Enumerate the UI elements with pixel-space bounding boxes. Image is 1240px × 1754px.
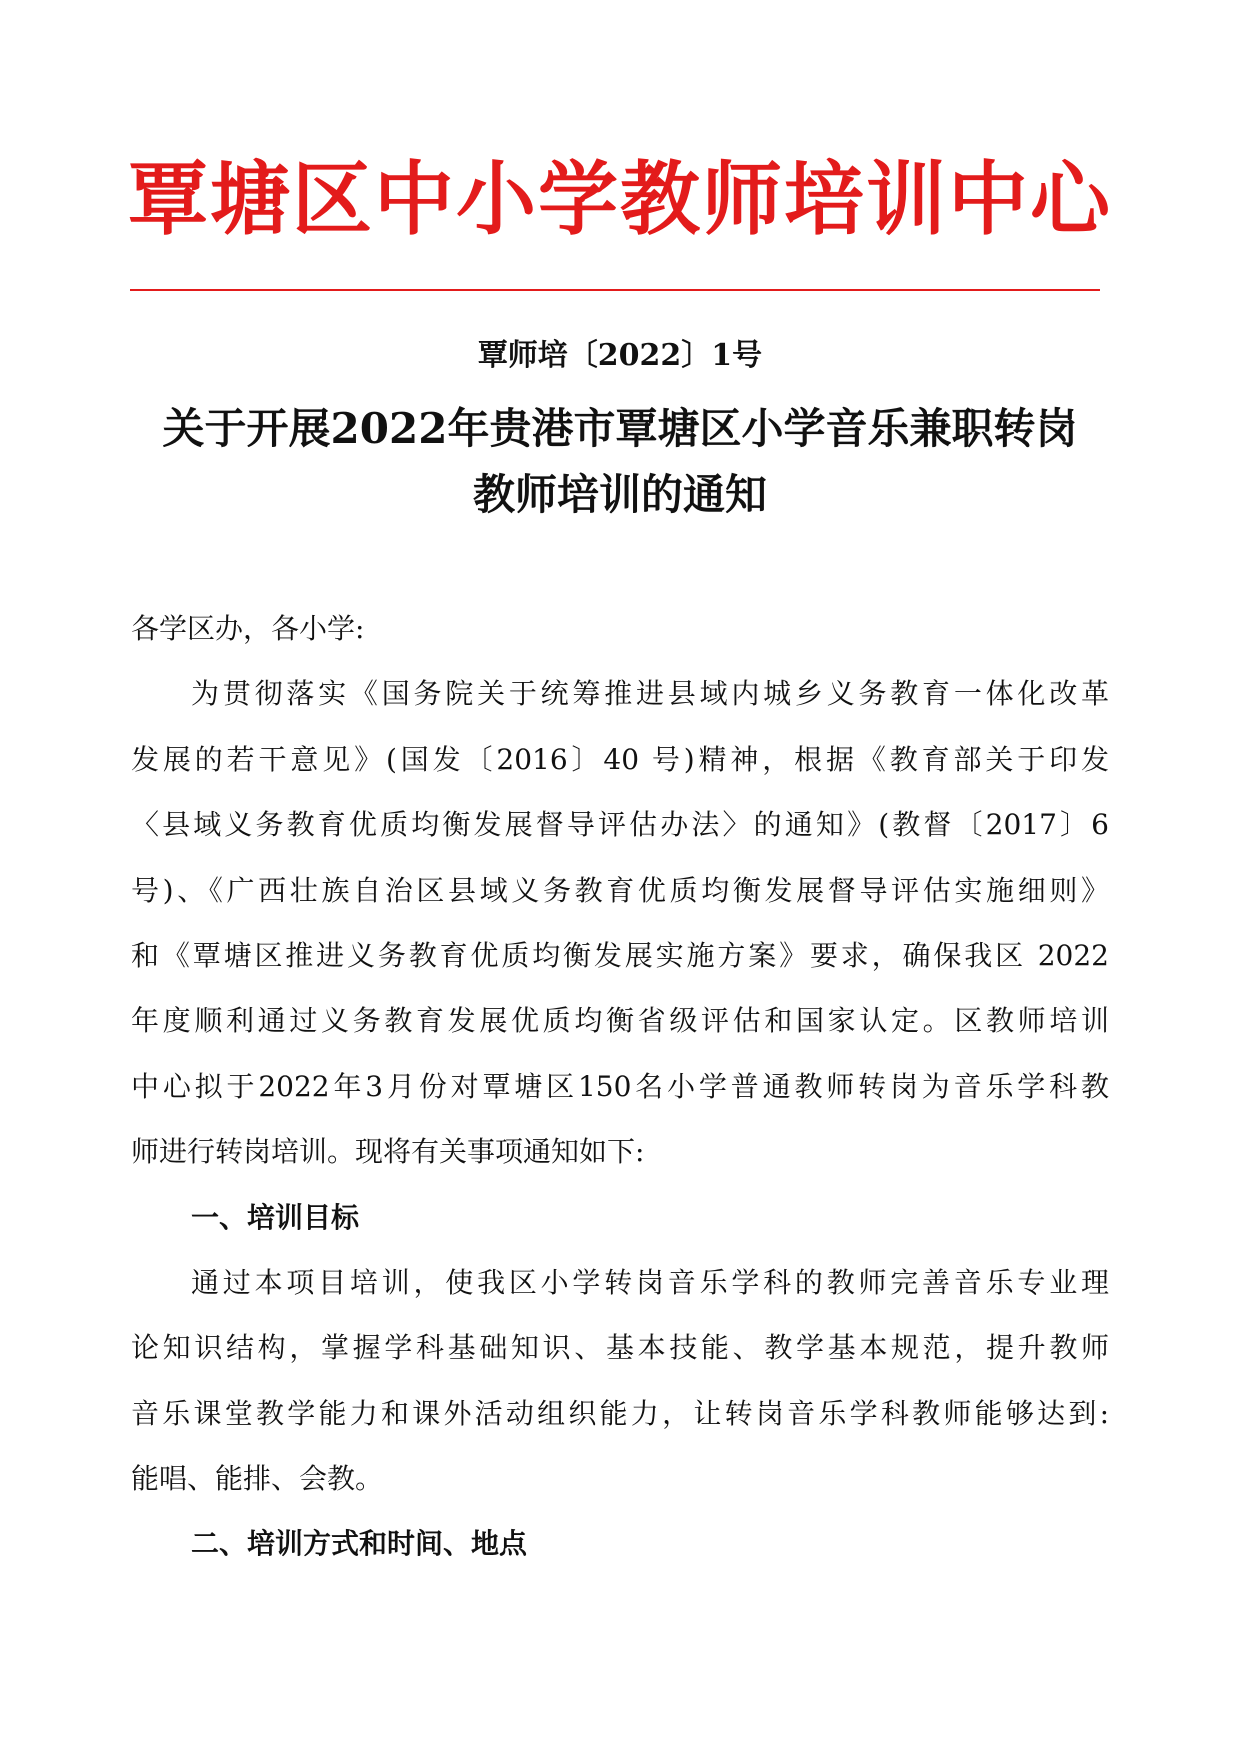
letterhead-red-rule [130,289,1100,291]
paragraph-line: 发展的若干意见》(国发〔2016〕40 号)精神，根据《教育部关于印发 [131,742,1109,776]
paragraph-line: 号)、《广西壮族自治区县域义务教育优质均衡发展督导评估实施细则》 [131,873,1109,907]
document-body [131,596,1109,1577]
document-number: 覃师培〔2022〕1号 [477,338,763,373]
paragraph-line: 能唱、能排、会教。 [131,1462,384,1496]
paragraph-line: 通过本项目培训，使我区小学转岗音乐学科的教师完善音乐专业理 [191,1265,1109,1299]
paragraph-line: 音乐课堂教学能力和课外活动组织能力，让转岗音乐学科教师能够达到: [131,1396,1109,1430]
paragraph-line: 为贯彻落实《国务院关于统筹推进县域内城乡义务教育一体化改革 [191,677,1109,711]
section-heading-goals: 一、培训目标 [191,1200,360,1234]
document-title-line: 关于开展2022年贵港市覃塘区小学音乐兼职转岗 [162,404,1078,453]
paragraph-line: 中心拟于2022年3月份对覃塘区150名小学普通教师转岗为音乐学科教 [131,1069,1109,1103]
document-title-line: 教师培训的通知 [472,470,767,519]
salutation: 各学区办，各小学: [131,612,365,645]
paragraph-line: 年度顺利通过义务教育发展优质均衡省级评估和国家认定。区教师培训 [131,1004,1109,1038]
paragraph-line: 〈县域义务教育优质均衡发展督导评估办法〉的通知》(教督〔2017〕6 [131,808,1109,842]
paragraph-line: 和《覃塘区推进义务教育优质均衡发展实施方案》要求，确保我区 2022 [131,938,1109,972]
document-title [120,396,1120,528]
section-heading-method-time-place: 二、培训方式和时间、地点 [191,1527,528,1561]
paragraph-line: 论知识结构，掌握学科基础知识、基本技能、教学基本规范，提升教师 [131,1331,1109,1365]
letterhead-organization: 覃塘区中小学教师培训中心 [128,153,1112,246]
paragraph-line: 师进行转岗培训。现将有关事项通知如下: [131,1135,645,1169]
